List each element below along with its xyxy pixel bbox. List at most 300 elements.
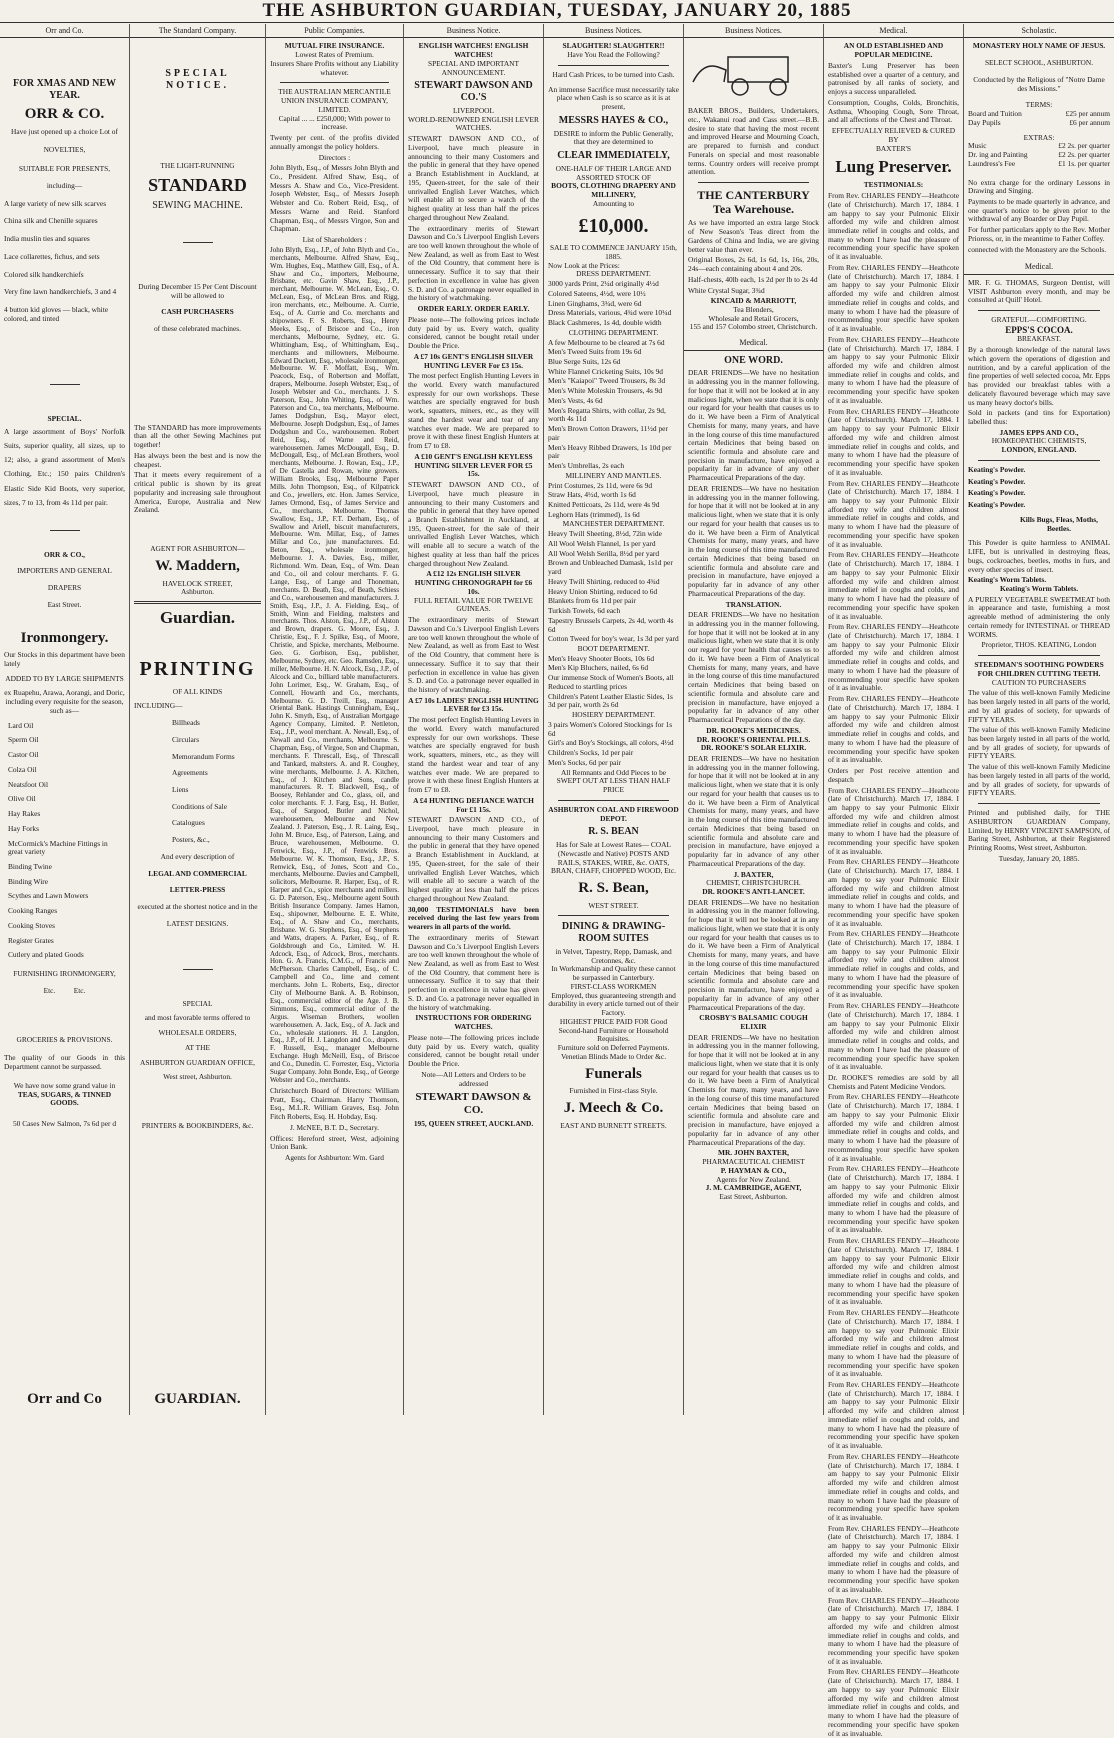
west-street: WEST STREET. <box>588 900 639 910</box>
watch-offer: A £7 10s LADIES' ENGLISH HUNTING LEVER for £3 15s. <box>408 695 539 714</box>
list-item: Colored Sateens, 4½d, were 10½ <box>548 288 646 298</box>
christchurch-board: Christchurch Board of Directors: William Pratt, Esq., Chairman. Harry Thomson, Esq., M.L.R. William Graves, Esq. John Fitch Roberts, Esq. H. Hobday, Esq. <box>270 1085 399 1122</box>
firm-name: ORR & CO. <box>24 106 105 123</box>
epps-text: By a thorough knowledge of the natural laws which govern the operations of digestion and nutrition, and by a careful application of the fine properties of well selected cocoa, Mr. Epps has provided our breakfast tables with a delicately flavoured beverage which may save us many heavy doctor's bills. <box>968 345 1110 407</box>
page-columns <box>0 24 1114 1738</box>
print-list <box>134 719 261 845</box>
term-price: £1 1s. per quarter <box>1058 158 1110 168</box>
one-word-text: DEAR FRIENDS—We have no hesitation in addressing you in the manner following, for hope that it will not be looked at in any malicious light, when we state that it is only our regard for your health that causes us to do it. We have been a Firm of Analytical Chemists for many, many years, and have in the long course of this time manufactured certain Medicines that being based on scientific formula and absolute care and precision in manufacture, have enjoyed a popularity far in advance of any other Pharmaceutical Preparations of the day. <box>688 483 819 598</box>
baker-text: BAKER BROS., Builders, Undertakers, etc., Wakanui road and Cass street.—B.B. desire to state that having the most recent and improved Hearse and Mourning Coach, are prepared to furnish and conduct Funerals on special and most reasonable terms. Country orders will receive prompt attention. <box>688 106 819 177</box>
xmas-heading: FOR XMAS AND NEW YEAR. <box>12 78 117 102</box>
list-item: Agreements <box>172 768 208 778</box>
divider <box>50 384 80 385</box>
list-item: Our immense Stock of Women's Boots, all Reduced to startling prices <box>548 673 674 691</box>
world-renowned: WORLD-RENOWNED ENGLISH LEVER WATCHES. <box>408 114 539 133</box>
list-item: All Wool Welsh Serilla, 8½d per yard <box>548 548 660 558</box>
list-item: Men's Heavy Ribbed Drawers, 1s 10d per pair <box>548 442 672 461</box>
steedman-text: The value of this well-known Family Medicine has been largely tested in all parts of the world, and by all grades of society, for upwards of FIFTY YEARS. <box>968 762 1110 798</box>
grand-value: We have now some grand value in <box>13 1080 116 1090</box>
list-item: China silk and Chenille squares <box>4 216 98 226</box>
masthead-title: THE ASHBURTON GUARDIAN, TUESDAY, JANUARY 20, 1885 <box>0 0 1114 23</box>
column-header: Scholastic. <box>964 26 1114 38</box>
list-item: White Flannel Cricketing Suits, 10s 9d <box>548 366 663 376</box>
watch-offer: A £10 GENT'S ENGLISH KEYLESS HUNTING SILVER LEVER FOR £5 15s. <box>414 451 533 479</box>
furnishing: FURNISHING IRONMONGERY, <box>13 969 116 979</box>
list-item: Heavy Twill Sheeting, 8½d, 72in wide <box>548 529 662 539</box>
list-item: Circulars <box>172 734 200 744</box>
by: BY <box>888 134 899 144</box>
terms: TERMS: <box>1025 100 1053 110</box>
list-item: Lard Oil <box>8 720 34 730</box>
list-item: Cooking Stoves <box>8 920 56 930</box>
including: including— <box>46 180 83 190</box>
iron-text: Our Stocks in this department have been lately <box>4 650 125 668</box>
divider <box>978 460 1100 461</box>
address-note: Note—All Letters and Orders to be addressed <box>421 1069 526 1088</box>
favorable: and most favorable terms offered to <box>144 1013 251 1023</box>
clothing-list <box>548 339 679 471</box>
testimonial-text: From Rev. CHARLES FENDY—Heathcote (late of Christchurch). March 17, 1884. I am happy to say your Pulmonic Elixir afforded my wife and children almost immediate relief in coughs and colds, and many to whom I have had the pleasure of recommending your specific have spoken of it as invaluable. <box>828 1379 959 1451</box>
divider <box>978 655 1100 656</box>
list-item: Sperm Oil <box>8 735 39 745</box>
madden-name: W. Maddern, <box>155 557 240 574</box>
homeopathic: HOMŒOPATHIC CHEMISTS, <box>991 436 1087 446</box>
testimonial-text: From Rev. CHARLES FENDY—Heathcote (late of Christchurch). March 17, 1884. I am happy to say your Pulmonic Elixir afforded my wife and children almost immediate relief in coughs and colds, and many to whom I have had the pleasure of recommending your specific have spoken of it as invaluable. <box>828 622 959 693</box>
column-header: Public Companies. <box>266 26 403 38</box>
list-item: Blue Serge Suits, 12s 6d <box>548 356 621 366</box>
column-header: Medical. <box>824 26 963 38</box>
divider <box>134 601 261 604</box>
keating-list <box>968 466 1110 510</box>
kincaid: KINCAID & MARRIOTT, <box>710 296 797 306</box>
column-footer: GUARDIAN. <box>154 1391 241 1408</box>
east-burnett: EAST AND BURNETT STREETS. <box>560 1120 667 1130</box>
divider <box>50 530 80 531</box>
testimonial-text: From Rev. CHARLES FENDY—Heathcote (late of Christchurch). March 17, 1884. I am happy to say your Pulmonic Elixir afforded my wife and children almost immediate relief in coughs and colds, and many to whom I have had the pleasure of recommending your specific have spoken of it as invaluable. <box>828 929 959 1000</box>
term-label: Day Pupils <box>968 117 1001 127</box>
steedman: STEEDMAN'S SOOTHING POWDERS FOR CHILDREN CUTTING TEETH. <box>974 660 1104 678</box>
column-footer: Orr and Co <box>27 1391 102 1408</box>
watch-offer-text: STEWART DAWSON AND CO., of Liverpool, have much pleasure in announcing to their many Customers and the public in general that they have opened a Branch Establishment in Auckland, at 195, Queen-street, for the sale of their unrivalled English Lever Watches, which will enable all to secure a watch of the highest quality at less than half the prices charged throughout New Zealand. <box>408 815 539 903</box>
list-item: Binding Wire <box>8 876 49 886</box>
list-item: Blankets from 6s 11d per pair <box>548 596 636 606</box>
of-these: of these celebrated machines. <box>153 324 241 333</box>
standard-text: The STANDARD has more improvements than all the other Sewing Machines put together! <box>134 422 261 450</box>
directors-text: John Blyth, Esq., of Messrs John Blyth and Co., President. Alfred Shaw, Esq., of Messrs A. Shaw and Co., Vice-President. Joseph Webster, Esq., of Messrs Joseph Webster and Co. Robert Reid, Esq., of Messrs Warne and Reid. Stanford Chapman, Esq., of Messrs Virgoe, Son and Chapman. <box>270 163 399 234</box>
firm-big: STEWART DAWSON & CO. <box>415 1091 532 1117</box>
list-item: Neatsfoot Oil <box>8 779 49 789</box>
list-item: Binding Twine <box>8 862 52 872</box>
term-label: Board and Tuition <box>968 109 1022 119</box>
testimonial-text: From Rev. CHARLES FENDY—Heathcote (late of Christchurch). March 17, 1884. I am happy to say your Pulmonic Elixir afforded my wife and children almost immediate relief in coughs and colds, and many to whom I have had the pleasure of recommending your specific have spoken of it as invaluable. <box>828 334 959 405</box>
drapers: DRAPERS <box>47 583 82 593</box>
section-header: Medical. <box>964 262 1114 274</box>
letterpress: LETTER-PRESS <box>169 885 226 895</box>
list-item: Men's Socks, 6d per pair <box>548 757 621 767</box>
kills: Kills Bugs, Fleas, Moths, Beetles. <box>1019 514 1099 533</box>
testimonial-text: From Rev. CHARLES FENDY—Heathcote (late of Christchurch). March 17, 1884. I am happy to say your Pulmonic Elixir afforded my wife and children almost immediate relief in coughs and colds, and many to whom I have had the pleasure of recommending your specific have spoken of it as invaluable. <box>828 1451 959 1522</box>
intro-text: Have just opened up a choice Lot of <box>11 126 118 136</box>
special-notice: SPECIAL NOTICE. <box>165 68 230 92</box>
list-item: 3 pairs Women's Colored Stockings for 1s 6d <box>548 719 673 738</box>
look-prices: Now Look at the Prices: <box>548 260 620 270</box>
list-item: Dress Materials, various, 4¾d were 10¼d <box>548 308 672 318</box>
term-label: Dr. ing and Painting <box>968 150 1028 160</box>
column-header: Orr and Co. <box>0 26 129 38</box>
list-item: Scythes and Lawn Mowers <box>8 891 89 901</box>
chemist: CHEMIST, CHRISTCHURCH. <box>706 878 801 888</box>
rookes-medicines: DR. ROOKE'S MEDICINES. <box>706 725 801 735</box>
term-price: £2 2s. per quarter <box>1058 141 1110 151</box>
monastery: MONASTERY HOLY NAME OF JESUS. <box>972 41 1106 51</box>
dress-list <box>548 280 679 328</box>
sold: Sold in packets (and tins for Exportation) labelled thus: <box>968 408 1110 426</box>
novelties: NOVELTIES, <box>43 145 86 155</box>
ships-text: ex Ruapehu, Arawa, Aorangi, and Doric, including every requisite for the season, such as— <box>4 688 125 715</box>
testimonial-text: From Rev. CHARLES FENDY—Heathcote (late of Christchurch). March 17, 1884. I am happy to say your Pulmonic Elixir afforded my wife and children almost immediate relief in coughs and colds, and many to whom I have had the pleasure of recommending your specific have spoken of it as invaluable. <box>828 478 959 549</box>
testimonial-text: From Rev. CHARLES FENDY—Heathcote (late of Christchurch). March 17, 1884. I am happy to say your Pulmonic Elixir afforded my wife and children almost immediate relief in coughs and colds, and many to whom I have had the pleasure of recommending your specific have spoken of it as invaluable. <box>828 406 959 477</box>
list-item: Leghorn Hats (trimmed), 1s 6d <box>548 509 640 519</box>
ashburton: Ashburton. <box>180 587 215 597</box>
rookes-oriental: DR. ROOKE'S ORIENTAL PILLS. <box>696 734 811 744</box>
importers: IMPORTERS AND GENERAL <box>17 566 112 576</box>
sugar: White Crystal Sugar, 3¾d <box>688 285 765 295</box>
insurers: Insurers Share Profits without any Liability whatever. <box>270 58 399 77</box>
testimonial-text: From Rev. CHARLES FENDY—Heathcote (late of Christchurch). March 17, 1884. I am happy to say your Pulmonic Elixir afforded my wife and children almost immediate relief in coughs and colds, and many to whom I have had the pleasure of recommending your specific have spoken of it as invaluable. <box>828 1001 959 1072</box>
latest: LATEST DESIGNS. <box>166 918 229 928</box>
list-item: Men's Vests, 4s 6d <box>548 395 603 405</box>
dept-heading: MANCHESTER DEPARTMENT. <box>562 519 665 529</box>
divider <box>558 65 669 66</box>
list-item: McCormick's Machine Fittings in great variety <box>8 838 108 857</box>
queen-street: 195, QUEEN STREET, AUCKLAND. <box>413 1119 534 1129</box>
one-word-text: DEAR FRIENDS—We have no hesitation in addressing you in the manner following, for hope that it will not be looked at in any malicious light, when we state that it is only our regard for your health that causes us to do it. We have been a Firm of Analytical Chemists for many, many years, and have in the long course of this time manufactured certain Medicines that being based on scientific formula and absolute care and precision in manufacture, have enjoyed a popularity far in advance of any other Pharmaceutical Preparations of the day. <box>688 753 819 868</box>
list-item <box>968 119 1110 128</box>
old-established: AN OLD ESTABLISHED AND POPULAR MEDICINE. <box>843 41 944 60</box>
liverpool: LIVERPOOL <box>452 105 495 115</box>
list-item: Cotton Tweed for boy's wear, 1s 3d per yard <box>548 634 679 644</box>
list-item: Liens <box>172 785 189 795</box>
list-item: Cutlery and plated Goods <box>8 950 84 960</box>
list-item: A large variety of new silk scarves <box>4 198 107 208</box>
meets-text: That it meets every requirement of a critical public is shown by its great popularity and increasing sale throughout America, Europe, Australia and New Zealand. <box>134 470 261 515</box>
translation: TRANSLATION. <box>725 599 782 609</box>
groceries-heading: GROCERIES & PROVISIONS. <box>16 1034 113 1044</box>
list-item: Men's Umbrellas, 2s each <box>548 461 625 471</box>
list-item: Keating's Powder. <box>968 464 1026 474</box>
rates: Lowest Rates of Premium. <box>295 50 374 60</box>
list-item: Lace collarettes, fichus, and sets <box>4 251 100 261</box>
watch-offer: A £12 12s ENGLISH SILVER HUNTING CHRONOGRAPH for £6 10s. <box>414 569 533 596</box>
bean-name: R. S. BEAN <box>588 826 639 838</box>
executed: executed at the shortest notice and in the <box>137 902 258 912</box>
coal-depot: ASHBURTON COAL AND FIREWOOD DEPOT. <box>548 804 679 823</box>
term-label: Music <box>968 141 987 151</box>
list-item: Keating's Powder. <box>968 500 1026 510</box>
added-heading: ADDED TO BY LARGE SHIPMENTS <box>5 673 124 683</box>
novelty-list <box>4 200 125 324</box>
column-orr-and-co <box>0 24 130 1415</box>
list-item: Billheads <box>172 718 200 728</box>
special: SPECIAL <box>182 998 213 1008</box>
watch-offer: A £7 10s GENT'S ENGLISH SILVER HUNTING LEVER For £3 15s. <box>413 351 534 370</box>
instructions: INSTRUCTIONS FOR ORDERING WATCHES. <box>415 1013 532 1032</box>
grateful: GRATEFUL—COMFORTING. <box>991 315 1087 325</box>
guardian-office: ASHBURTON GUARDIAN OFFICE, <box>139 1057 255 1067</box>
list-item: Print Costumes, 2s 11d, were 6s 9d <box>548 480 653 490</box>
light-running: THE LIGHT-RUNNING <box>160 161 235 171</box>
list-item: Linen Ginghams, 3¾d, were 6d <box>548 298 642 308</box>
havelock: HAVELOCK STREET, <box>162 578 233 588</box>
list-item: Heavy Twill Shirting, reduced to 4¾d <box>548 576 660 586</box>
list-item: India muslin ties and squares <box>4 234 90 244</box>
list-item: Turkish Towels, 6d each <box>548 606 621 616</box>
list-item: Keating's Powder. <box>968 488 1026 498</box>
watch-text-1: STEWART DAWSON AND CO., of Liverpool, have much pleasure in announcing to their many Customers and the public in general that they have opened a Branch Establishment in Auckland, at 195, Queen-street, for the sale of their unrivalled English Lever Watches, which will enable all to secure a watch of the highest quality at less than half the prices charged throughout New Zealand. <box>408 134 539 222</box>
list-item: Men's Regatta Shirts, with collar, 2s 9d, worth 4s 11d <box>548 405 666 424</box>
messrs-hayes: MESSRS HAYES & CO., <box>558 114 669 126</box>
term-label: Laundress's Fee <box>968 158 1016 168</box>
worm-text: A PURELY VEGETABLE SWEETMEAT both in appearance and taste, furnishing a most agreeable method of administering the only certain remedy for INTESTINAL or THREAD WORMS. <box>968 594 1110 639</box>
bean-big: R. S. Bean, <box>578 879 649 896</box>
column-hayes <box>544 24 684 1415</box>
james-epps: JAMES EPPS AND CO., <box>999 427 1079 437</box>
one-word-text: DEAR FRIENDS—We have no hesitation in addressing you in the manner following, for hope that it will not be looked at in any malicious light, when we state that it is only our regard for your health that causes us to do it. We have been a Firm of Analytical Chemists for many, many years, and have in the long course of this time manufactured certain Medicines that being based on scientific formula and absolute care and precision in manufacture, have enjoyed a popularity far in advance of any other Pharmaceutical Preparations of the day. <box>688 610 819 725</box>
testimonial-text: From Rev. CHARLES FENDY—Heathcote (late of Christchurch). March 17, 1884. I am happy to say your Pulmonic Elixir afforded my wife and children almost immediate relief in coughs and colds, and many to whom I have had the pleasure of recommending your specific have spoken of it as invaluable. <box>828 1092 959 1163</box>
column-header: The Standard Company. <box>130 26 265 38</box>
one-half: ONE-HALF OF THEIR LARGE AND ASSORTED STOCK OF <box>555 163 672 182</box>
dept-heading: HOSIERY DEPARTMENT. <box>571 710 656 720</box>
hosiery-list <box>548 721 679 768</box>
list-item: Hay Forks <box>8 823 39 833</box>
john-baxter: MR. JOHN BAXTER, <box>717 1148 790 1158</box>
column-standard-company <box>130 24 266 1415</box>
deferred: Furniture sold on Deferred Payments. <box>557 1043 670 1053</box>
term-price: £2 2s. per quarter <box>1058 150 1110 160</box>
steedman-text: The value of this well-known Family Medicine has been largely tested in all parts of the world, and by all grades of society, for upwards of FIFTY YEARS. <box>968 688 1110 724</box>
suitable: SUITABLE FOR PRESENTS, <box>18 164 111 174</box>
one-word-text: DEAR FRIENDS—We have no hesitation in addressing you in the manner following, for hope that it will not be looked at in any malicious light, when we state that it is only our regard for your health that causes us to do it. We have been a Firm of Analytical Chemists for many, many years, and have in the long course of this time manufactured certain Medicines that being based on scientific formula and absolute care and precision in manufacture, have enjoyed a popularity far in advance of any other Pharmaceutical Preparations of the day. <box>688 897 819 1012</box>
including: INCLUDING— <box>134 701 183 711</box>
special-heading: SPECIAL. <box>47 413 82 423</box>
hearse-icon <box>688 42 818 102</box>
agents-nz: Agents for New Zealand. <box>716 1174 791 1184</box>
venetian: Venetian Blinds Made to Order &c. <box>560 1051 667 1061</box>
price-note: Please note—The following prices include duty paid by us. Every watch, quality considered, cannot be bought retail under Double the Price. <box>408 314 539 351</box>
list-item: Colored silk handkerchiefs <box>4 269 84 279</box>
sacrifice: An immense Sacrifice must necessarily take place when Cash is so scarce as it is at present, <box>548 84 679 112</box>
horse-icon <box>693 66 726 82</box>
list-item: 4 button kid gloves — black, white colored, and tinted <box>4 305 109 323</box>
sale-date: SALE TO COMMENCE JANUARY 15th, 1885. <box>550 243 677 261</box>
workmanship: In Workmanship and Quality these cannot be surpassed in Canterbury. <box>551 964 676 983</box>
column-watches <box>404 24 544 1415</box>
desire: DESIRE to inform the Public Generally, that they are determined to <box>553 128 674 147</box>
testimonial-text: From Rev. CHARLES FENDY—Heathcote (late of Christchurch). March 17, 1884. I am happy to say your Pulmonic Elixir afforded my wife and children almost immediate relief in coughs and colds, and many to whom I have had the pleasure of recommending your specific have spoken of it as invaluable. <box>828 1164 959 1235</box>
divider <box>558 800 669 801</box>
employed: Employed, thus guaranteeing strength and durability in every article turned out of their Factory. <box>548 990 679 1018</box>
list-item: Tapestry Brussels Carpets, 2s 4d, worth 4s 6d <box>548 615 674 634</box>
secretary: J. McNEE, B.T. D., Secretary. <box>289 1122 380 1132</box>
profits: Twenty per cent. of the profits divided annually amongst the policy holders. <box>270 133 399 151</box>
funerals: Funerals <box>585 1065 642 1082</box>
directors: Directors : <box>318 152 351 162</box>
watch-text-2: The extraordinary merits of Stewart Dawson and Co.'s Liverpool English Levers are too well known throughout the whole of New Zealand, as well as from East to West of the Old Country, that comment here is unnecessary. Suffice it to say that their perfection in excellence in value has given S. D. and Co. a patronage never equalled in the history of watchmaking. <box>408 223 539 303</box>
mutual-fire: MUTUAL FIRE INSURANCE. <box>284 41 385 51</box>
list-item: Men's "Kaiapoi" Tweed Trousers, 8s 3d <box>548 376 666 386</box>
breakfast: BREAKFAST. <box>1017 334 1061 344</box>
list-item: Girl's and Boy's Stockings, all colors, 4½d <box>548 738 674 748</box>
list-item: All Wool Welsh Flannel, 1s per yard <box>548 538 656 548</box>
list-item: Children's Socks, 1d per pair <box>548 748 634 758</box>
one-word: ONE WORD. <box>724 354 783 366</box>
divider <box>183 969 213 970</box>
printed-by: Printed and published daily, for THE ASHBURTON GUARDIAN Company, Limited, by HENRY VINCENT SAMPSON, of Baring Street, Ashburton, at their Registered Printing Rooms, West street, Ashburton. <box>968 808 1110 853</box>
no-extra: No extra charge for the ordinary Lessons in Drawing and Singing. <box>968 177 1110 196</box>
east-street: East Street, Ashburton. <box>719 1191 788 1201</box>
list-item: Keating's Powder. <box>968 476 1026 486</box>
packet: Half-chests, 40lb each, 1s 2d per lb to 2s 4d <box>688 274 818 284</box>
list-item: Men's Brown Cotton Drawers, 11½d per pair <box>548 424 668 442</box>
watch-offer-text: The extraordinary merits of Stewart Dawson and Co.'s Liverpool English Levers are too well known throughout the whole of New Zealand, as well as from East to West of the Old Country, that comment here is unnecessary. Suffice it to say that their perfection in excellence in value has given S. D. and Co. a patronage never equalled in the history of watchmaking. <box>408 615 539 694</box>
discount-text: During December 15 Per Cent Discount will be allowed to <box>138 281 257 300</box>
printers: PRINTERS & BOOKBINDERS, &c. <box>141 1121 254 1131</box>
column-scholastic <box>964 24 1114 1415</box>
list-item: Conditions of Sale <box>172 801 228 811</box>
amount: £10,000. <box>578 214 649 237</box>
standard-title: STANDARD <box>148 174 247 195</box>
proprietor: Proprietor, THOS. KEATING, London <box>981 640 1097 650</box>
list-item: Brown and Unbleached Damask, 1s1d per yard <box>548 558 673 577</box>
testimonial-text: From Rev. CHARLES FENDY—Heathcote (late of Christchurch). March 17, 1884. I am happy to say your Pulmonic Elixir afforded my wife and children almost immediate relief in coughs and colds, and many to whom I have had the pleasure of recommending your specific have spoken of it as invaluable. <box>828 1595 959 1666</box>
etc: Etc. Etc. <box>43 985 86 995</box>
select-school: SELECT SCHOOL, ASHBURTON. <box>984 58 1094 68</box>
thomas-dentist: MR. F. G. THOMAS, Surgeon Dentist, will VISIT Ashburton every month, and may be consulted at Quill' Hotel. <box>968 277 1110 305</box>
divider <box>978 803 1100 804</box>
effectually: EFFECTUALLY RELIEVED & CURED <box>831 126 956 136</box>
tea-blenders: Tea Blenders, <box>733 304 774 314</box>
column-header: Business Notices. <box>684 26 823 38</box>
agents: Agents for Ashburton: Wm. Gard <box>284 1153 384 1163</box>
first-class: FIRST-CLASS WORKMEN <box>570 981 657 991</box>
testimonial-text: From Rev. CHARLES FENDY—Heathcote (late of Christchurch). March 17, 1884. I am happy to say your Pulmonic Elixir afforded my wife and children almost immediate relief in coughs and colds, and many to whom I have had the pleasure of recommending your specific have spoken of it as invaluable. <box>828 1523 959 1594</box>
highest-price: HIGHEST PRICE PAID FOR Good Second-hand Furniture or Household Requisites. <box>558 1016 669 1044</box>
caution: CAUTION TO PURCHASERS <box>991 677 1087 687</box>
stewart-dawson: STEWART DAWSON AND CO.'S <box>414 80 533 104</box>
bean-text: Has for Sale at Lowest Rates— COAL (Newcastle and Native) POSTS AND RAILS, STAKES, WIRE, &c. OATS, BRAN, CHAFF, CHOPPED WOOD, Etc. <box>551 840 676 876</box>
dept-heading: DRESS DEPARTMENT. <box>576 269 651 279</box>
connected: connected with the Monastery are the Schools. <box>968 244 1107 254</box>
millinery-list <box>548 482 679 520</box>
agent-heading: AGENT FOR ASHBURTON— <box>150 544 245 554</box>
at-the: AT THE <box>185 1042 210 1052</box>
ailments: Consumption, Coughs, Colds, Bronchitis, Asthma, Whooping Cough, Sore Throat, and all affections of the Chest and Throat. <box>828 97 959 125</box>
dept-heading: MILLINERY AND MANTLES. <box>565 470 662 480</box>
worm-tablets-2: Keating's Worm Tablets. <box>999 584 1079 593</box>
remnants: All Remnants and Odd Pieces to be SWEPT OUT AT LESS THAN HALF PRICE <box>556 767 671 795</box>
testimonials: 30,000 TESTIMONIALS have been received during the last few years from wearers in all parts of the world. <box>408 904 539 932</box>
english-watches: ENGLISH WATCHES! ENGLISH WATCHES! <box>418 41 529 60</box>
london: LONDON, ENGLAND. <box>1001 445 1077 455</box>
conducted: Conducted by the Religious of "Notre Dame des Missions." <box>973 74 1105 93</box>
list-item: Colza Oil <box>8 764 37 774</box>
capital: Capital ... ... £250,000; With power to increase. <box>278 113 391 132</box>
guardian-heading: Guardian. <box>159 607 236 627</box>
payments: Payments to be made quarterly in advance, and one quarter's notice to be given prior to the withdrawal of any Boarder or Day Pupil. <box>968 196 1110 224</box>
hayman: P. HAYMAN & CO., <box>720 1165 787 1175</box>
every-desc: And every description of <box>160 851 235 861</box>
teas-heading: TEAS, SUGARS, & TINNED GOODS. <box>17 1089 112 1108</box>
divider <box>280 82 389 83</box>
column-public-companies <box>266 24 404 1415</box>
list-of-shareholders: List of Shareholders : <box>302 235 367 245</box>
testimonial-text: From Rev. CHARLES FENDY—Heathcote (late of Christchurch). March 17, 1884. I am happy to say your Pulmonic Elixir afforded my wife and children almost immediate relief in coughs and colds, and many to whom I have had the pleasure of recommending your specific have spoken of it as invaluable. <box>828 550 959 621</box>
list-item: 3000 yards Print, 2¼d originally 4½d <box>548 279 659 289</box>
watch-offer-text: The most perfect English Hunting Levers in the world. Every watch manufactured expressly for our own workshops. These watches are specially engraved for bush work, squatters, miners, etc., as they will stand the hardest wear and tear of any watches ever made. We are prepared to prove it with these finest English Hunters at from £7 to £8. <box>408 371 539 451</box>
iron-list <box>4 722 125 960</box>
testimonial-text: From Rev. CHARLES FENDY—Heathcote (late of Christchurch). March 17, 1884. I am happy to say your Pulmonic Elixir afforded my wife and children almost immediate relief in coughs and colds, and many to whom I have had the pleasure of recommending your specific have spoken of it as invaluable. <box>828 857 959 928</box>
baxters: BAXTER'S <box>875 143 911 153</box>
special-announcement: SPECIAL AND IMPORTANT ANNOUNCEMENT. <box>427 58 520 77</box>
steedman-text: The value of this well-known Family Medicine has been largely tested in all parts of the world, and by all grades of society, for upwards of FIFTY YEARS. <box>968 725 1110 761</box>
dept-heading: BOOT DEPARTMENT. <box>577 644 650 654</box>
epps-cocoa: EPPS'S COCOA. <box>1005 324 1073 335</box>
clear: CLEAR IMMEDIATELY, <box>557 150 670 162</box>
ironmongery-heading: Ironmongery. <box>20 629 109 646</box>
issue-date: Tuesday, January 20, 1885. <box>998 853 1080 863</box>
hard-cash: Hard Cash Prices, to be turned into Cash. <box>552 69 675 79</box>
lung-preserver: Lung Preserver. <box>835 157 952 177</box>
testimonial-text: From Rev. CHARLES FENDY—Heathcote (late of Christchurch). March 17, 1884. I am happy to say your Pulmonic Elixir afforded my wife and children almost immediate relief in coughs and colds, and many to whom I have had the pleasure of recommending your specific have spoken of it as invaluable. <box>828 262 959 334</box>
list-item: Men's White Moleskin Trousers, 4s 9d <box>548 386 663 396</box>
section-header: Medical. <box>684 338 823 350</box>
baxter: J. BAXTER, <box>733 869 774 879</box>
firm-name-2: ORR & CO., <box>43 549 86 559</box>
tea-text: As we have imported an extra large Stock of New Season's Teas direct from the Gardens of China and India, we are giving better value than ever. <box>688 218 819 254</box>
worm-tablets: Keating's Worm Tablets. <box>968 575 1047 585</box>
list-item: Posters, &c., <box>172 835 210 845</box>
have-you-read: Have You Read the Following? <box>567 50 660 60</box>
offices: Offices: Hereford street, West, adjoining Union Bank. <box>270 1133 399 1152</box>
list-item: Heavy Union Shirting, reduced to 6d <box>548 586 658 596</box>
cash-purchasers: CASH PURCHASERS <box>161 307 234 317</box>
rookes-solar: DR. ROOKE'S SOLAR ELIXIR. <box>700 743 807 753</box>
doctors: Dr. ROOKE'S remedies are sold by all Chemists and Patent Medicine Vendors. <box>828 1073 959 1091</box>
canterbury-heading: THE CANTERBURY Tea Warehouse. <box>697 188 810 217</box>
list-item: Men's Tweed Suits from 19s 6d <box>548 347 642 357</box>
velvet: in Velvet, Tapestry, Repp, Damask, and Cretonnes, &c. <box>555 946 672 965</box>
kincaid-note: Orders per Post receive attention and despatch <box>828 766 959 784</box>
term-price: £6 per annum <box>1069 117 1110 127</box>
pharm: PHARMACEUTICAL CHEMIST <box>702 1157 805 1167</box>
one-word-text: DEAR FRIENDS—We have no hesitation in addressing you in the manner following, for hope that it will not be looked at in any malicious light, when we state that it is only our regard for your health that causes us to do it. We have been a Firm of Analytical Chemists for many, many years, and have in the long course of this time manufactured certain Medicines that being based on scientific formula and absolute care and precision in manufacture, have enjoyed a popularity far in advance of any other Pharmaceutical Preparations of the day. <box>688 368 819 483</box>
watch-offer-text: Please note—The following prices include duty paid by us. Every watch, quality considered, cannot be bought retail under Double the Price. <box>408 1032 539 1069</box>
list-item <box>968 160 1110 169</box>
list-item: Cooking Ranges <box>8 906 58 916</box>
dining-heading: DINING & DRAWING-ROOM SUITES <box>561 921 666 945</box>
manchester-list <box>548 530 679 644</box>
grocery-text: The quality of our Goods in this Department cannot be surpassed. <box>4 1053 125 1072</box>
company-name: THE AUSTRALIAN MERCANTILE UNION INSURANCE COMPANY, LIMITED. <box>278 87 391 114</box>
list-item: Very fine lawn handkerchiefs, 3 and 4 <box>4 287 117 297</box>
cambridge: J. M. CAMBRIDGE, AGENT, <box>705 1183 802 1193</box>
one-word-text: DEAR FRIENDS—We have no hesitation in addressing you in the manner following, for hope that it will not be looked at in any malicious light, when we state that it is only our regard for your health that causes us to do it. We have been a Firm of Analytical Chemists for many, many years, and have in the long course of this time manufactured certain Medicines that being based on scientific formula and absolute care and precision in manufacture, have enjoyed a popularity far in advance of any other Pharmaceutical Preparations of the day. <box>688 1032 819 1147</box>
list-item: Castor Oil <box>8 750 39 760</box>
always-text: Has always been the best and is now the cheapest. <box>134 450 261 469</box>
full-retail: FULL RETAIL VALUE FOR TWELVE GUINEAS. <box>414 595 533 614</box>
address: 155 and 157 Colombo street, Christchurch. <box>689 322 818 332</box>
printing-heading: PRINTING <box>139 658 256 681</box>
